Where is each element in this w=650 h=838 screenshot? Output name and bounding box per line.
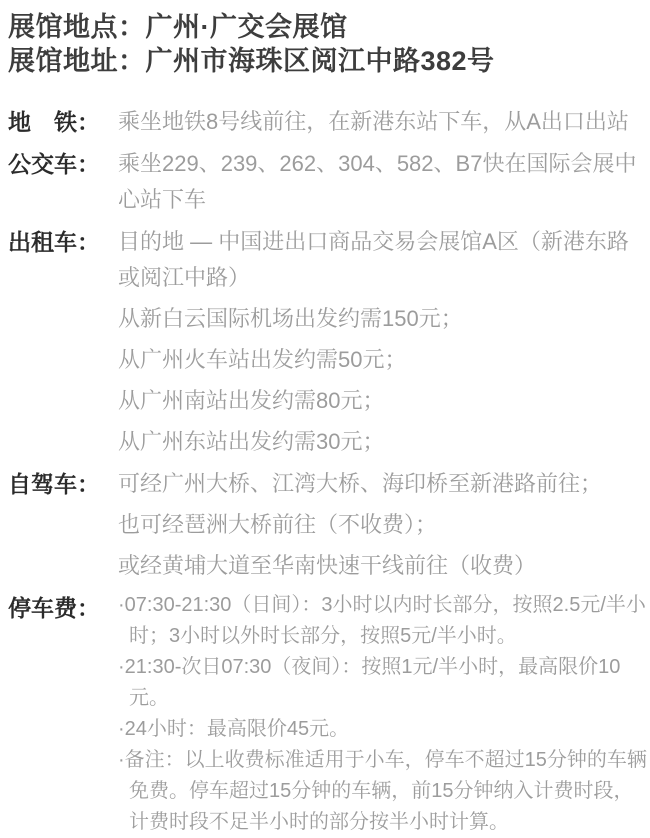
- venue-location-line: 展馆地点：广州·广交会展馆: [8, 12, 348, 42]
- venue-address-line: 展馆地址：广州市海珠区阅江中路382号: [8, 46, 495, 76]
- metro-content: [118, 104, 648, 140]
- driving-route-3: 或经黄埔大道至华南快速干线前往（收费）: [118, 553, 537, 578]
- parking-fee-daytime: ·07:30-21:30（日间）：3小时以内时长部分，按照2.5元/半小时；3小时以外时长部分，按照5元/半小时。: [118, 594, 646, 647]
- section-bus: [8, 146, 648, 218]
- section-metro: [8, 104, 648, 140]
- taxi-fare-east-station: 从广州东站出发约需30元；: [118, 429, 385, 454]
- taxi-fare-airport: 从新白云国际机场出发约需150元；: [118, 306, 463, 331]
- parking-fee-night: ·21:30-次日07:30（夜间）：按照1元/半小时，最高限价10元。: [118, 656, 621, 709]
- taxi-label: 出租车：: [8, 229, 100, 255]
- driving-content: [118, 466, 648, 584]
- section-parking-fee: [8, 590, 648, 838]
- parking-fee-note: ·备注：以上收费标准适用于小车，停车不超过15分钟的车辆免费。停车超过15分钟的车辆，前15分钟纳入计费时段，计费时段不足半小时的部分按半小时计算。: [118, 749, 647, 833]
- bus-paragraph: 乘坐229、239、262、304、582、B7快在国际会展中心站下车: [118, 151, 637, 212]
- taxi-fare-railway-station: 从广州火车站出发约需50元；: [118, 347, 407, 372]
- bus-content: [118, 146, 648, 218]
- driving-label: 自驾车：: [8, 471, 100, 497]
- taxi-fare-south-station: 从广州南站出发约需80元；: [118, 388, 385, 413]
- driving-route-1: 可经广州大桥、江湾大桥、海印桥至新港路前往；: [118, 471, 603, 496]
- parking-fee-label: 停车费：: [8, 595, 100, 621]
- page-title: [8, 10, 648, 78]
- section-taxi: [8, 224, 648, 460]
- parking-fee-content: [118, 590, 648, 838]
- metro-paragraph: 乘坐地铁8号线前往，在新港东站下车，从A出口出站: [118, 109, 629, 134]
- metro-label: 地 铁：: [8, 109, 100, 135]
- bus-label: 公交车：: [8, 151, 100, 177]
- taxi-destination-paragraph: 目的地 — 中国进出口商品交易会展馆A区（新港东路或阅江中路）: [118, 229, 629, 290]
- taxi-content: [118, 224, 648, 460]
- parking-fee-24h: ·24小时：最高限价45元。: [118, 718, 350, 740]
- driving-route-2: 也可经琶洲大桥前往（不收费）；: [118, 512, 438, 537]
- section-driving: [8, 466, 648, 584]
